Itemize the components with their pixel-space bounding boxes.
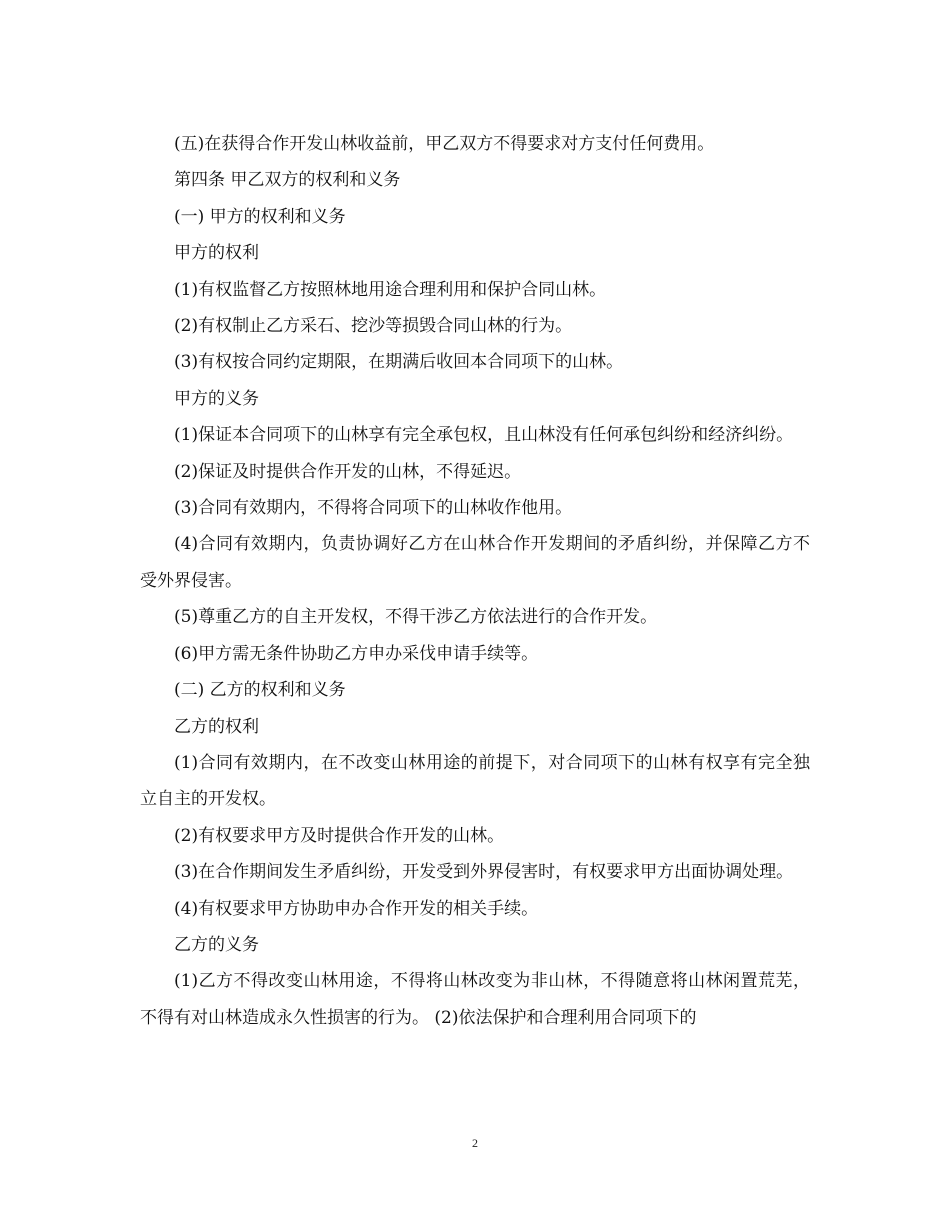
party-b-obligation-1: (1)乙方不得改变山林用途，不得将山林改变为非山林，不得随意将山林闲置荒芜，不得有对山林造成永久性损害的行为。 (2)依法保护和合理利用合同项下的: [140, 971, 810, 1028]
section-heading-party-b: (二) 乙方的权利和义务: [174, 680, 346, 701]
subheading-party-b-obligations: 乙方的义务: [174, 934, 259, 955]
party-a-right-1: (1)有权监督乙方按照林地用途合理利用和保护合同山林。: [174, 279, 607, 300]
subheading-party-a-rights: 甲方的权利: [174, 243, 259, 264]
party-a-obligation-6: (6)甲方需无条件协助乙方申办采伐申请手续等。: [174, 643, 539, 664]
subheading-party-b-rights: 乙方的权利: [174, 716, 259, 737]
document-body: [140, 126, 810, 1036]
party-a-right-3: (3)有权按合同约定期限，在期满后收回本合同项下的山林。: [174, 352, 624, 373]
party-a-obligation-4: (4)合同有效期内，负责协调好乙方在山林合作开发期间的矛盾纠纷，并保障乙方不受外界侵害。: [140, 534, 810, 591]
party-a-obligation-3: (3)合同有效期内，不得将合同项下的山林收作他用。: [174, 498, 573, 519]
party-a-obligation-1: (1)保证本合同项下的山林享有完全承包权，且山林没有任何承包纠纷和经济纠纷。: [174, 425, 794, 446]
party-b-right-4: (4)有权要求甲方协助申办合作开发的相关手续。: [174, 898, 539, 919]
party-b-right-2: (2)有权要求甲方及时提供合作开发的山林。: [174, 825, 505, 846]
party-a-obligation-5: (5)尊重乙方的自主开发权，不得干涉乙方依法进行的合作开发。: [174, 607, 658, 628]
party-b-right-1: (1)合同有效期内，在不改变山林用途的前提下，对合同项下的山林有权享有完全独立自主的开发权。: [140, 752, 810, 810]
party-a-obligation-2: (2)保证及时提供合作开发的山林，不得延迟。: [174, 461, 522, 482]
subheading-party-a-obligations: 甲方的义务: [174, 388, 259, 409]
article-heading: 第四条 甲乙双方的权利和义务: [174, 170, 401, 191]
page-number: 2: [472, 1136, 478, 1150]
party-b-right-3: (3)在合作期间发生矛盾纠纷，开发受到外界侵害时，有权要求甲方出面协调处理。: [174, 862, 794, 883]
section-heading-party-a: (一) 甲方的权利和义务: [174, 206, 346, 227]
party-a-right-2: (2)有权制止乙方采石、挖沙等损毁合同山林的行为。: [174, 316, 573, 337]
paragraph-1: (五)在获得合作开发山林收益前，甲乙双方不得要求对方支付任何费用。: [174, 134, 715, 154]
